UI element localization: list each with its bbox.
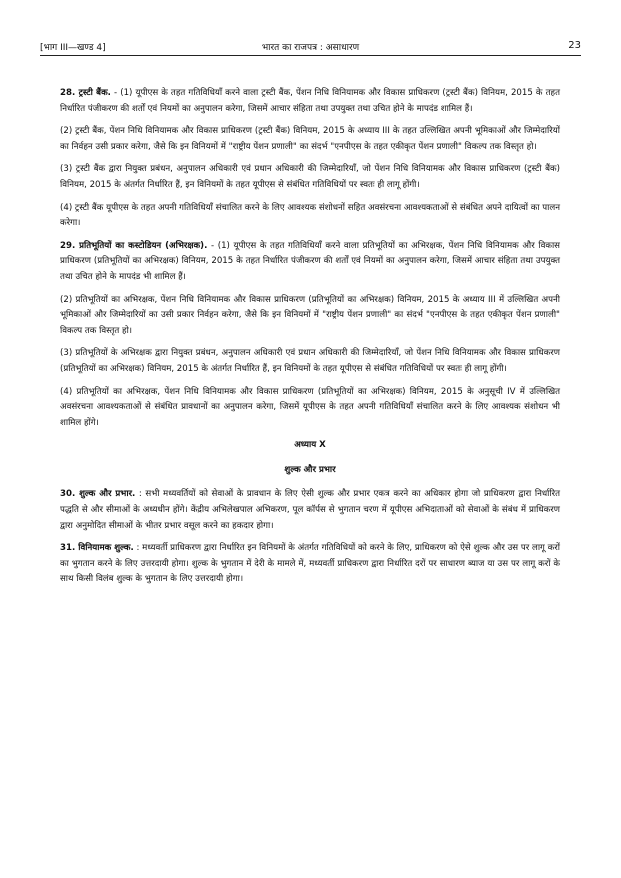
section-28-para-1: 28. ट्रस्टी बैंक. - (1) यूपीएस के तहत गतिविधियाँ करने वाला ट्रस्टी बैंक, पेंशन निधि विनियामक और विकास प्राधिकरण (ट्रस्टी बैंक) विनियम, 2015 के तहत निर्धारित पंजीकरण की शर्तों एवं नियमों का अनुपालन करेगा, जिसमें आचार संहिता तथा उपयुक्त तथा उचित होने के मापदंड शामिल हैं। xyxy=(60,88,560,114)
document-body xyxy=(60,86,560,595)
header-rule xyxy=(40,55,581,56)
section-28-para-2: (2) ट्रस्टी बैंक, पेंशन निधि विनियामक और विकास प्राधिकरण (ट्रस्टी बैंक) विनियम, 2015 के अध्याय III के तहत उल्लिखित अपनी भूमिकाओं और जिम्मेदारियों का निर्वहन उसी प्रकार करेगा, जैसे कि इन विनियमों में "राष्ट्रीय पेंशन प्रणाली" का संदर्भ "एनपीएस के तहत एकीकृत पेंशन प्रणाली" विकल्प तक विस्तृत हो। xyxy=(60,126,560,152)
section-30-para: 30. शुल्क और प्रभार. : सभी मध्यवर्तियों को सेवाओं के प्रावधान के लिए ऐसी शुल्क और प्रभार एकत्र करने का अधिकार होगा जो प्राधिकरण द्वारा निर्धारित पद्धति से और सीमाओं के अध्यधीन होंगे। केंद्रीय अभिलेखपाल अभिकरण, पूल कॉर्पस से भुगतान चरण में यूपीएस अभिदाताओं को सेवाओं के संबंध में प्राधिकरण द्वारा अनुमोदित सीमाओं के भीतर प्रभार वसूल करने का हकदार होगा। xyxy=(60,489,560,531)
section-31-title: 31. विनियामक शुल्क. xyxy=(60,543,134,554)
section-28-para-3: (3) ट्रस्टी बैंक द्वारा नियुक्त प्रबंधन, अनुपालन अधिकारी एवं प्रधान अधिकारी की जिम्मेदारियाँ, जो पेंशन निधि विनियामक और विकास प्राधिकरण (ट्रस्टी बैंक) विनियम, 2015 के अंतर्गत निर्धारित हैं, इन विनियमों के तहत यूपीएस से संबंधित गतिविधियों पर स्वतः ही लागू होंगी। xyxy=(60,164,560,190)
section-29-para-2: (2) प्रतिभूतियों का अभिरक्षक, पेंशन निधि विनियामक और विकास प्राधिकरण (प्रतिभूतियों का अभिरक्षक) विनियम, 2015 के अध्याय III में उल्लिखित अपनी भूमिकाओं और जिम्मेदारियों का उसी प्रकार निर्वहन करेगा, जैसे कि इन विनियमों में "राष्ट्रीय पेंशन प्रणाली" का संदर्भ "एनपीएस के तहत एकीकृत पेंशन प्रणाली" विकल्प तक विस्तृत हो। xyxy=(60,294,560,336)
section-28-title: 28. ट्रस्टी बैंक. xyxy=(60,88,111,98)
section-29-para-4: (4) प्रतिभूतियों का अभिरक्षक, पेंशन निधि विनियामक और विकास प्राधिकरण (प्रतिभूतियों का अभिरक्षक) विनियम, 2015 के अनुसूची IV में उल्लिखित अवसंरचना आवश्यकताओं से संबंधित प्रावधानों का अनुपालन करेगा, जिसमें यूपीएस के तहत अपनी गतिविधियाँ संचालित करने के लिए आवश्यक संशोधन भी शामिल होंगे। xyxy=(60,386,560,428)
page-number: 23 xyxy=(568,40,581,51)
section-28-para-4: (4) ट्रस्टी बैंक यूपीएस के तहत अपनी गतिविधियाँ संचालित करने के लिए आवश्यक संशोधनों सहित अवसंरचना आवश्यकताओं से संबंधित अपने दायित्वों का पालन करेगा। xyxy=(60,202,560,229)
gazette-part: [भाग III—खण्ड 4] xyxy=(40,43,106,53)
chapter-title: शुल्क और प्रभार xyxy=(284,464,336,475)
gazette-title: भारत का राजपत्र : असाधारण xyxy=(261,43,360,53)
chapter-number: अध्याय X xyxy=(294,440,326,451)
section-29-para-1: 29. प्रतिभूतियों का कस्टोडियन (अभिरक्षक). - (1) यूपीएस के तहत गतिविधियाँ करने वाला प्रतिभूतियों का अभिरक्षक, पेंशन निधि विनियामक और विकास प्राधिकरण (प्रतिभूतियों का अभिरक्षक) विनियम, 2015 के तहत निर्धारित पंजीकरण की शर्तों एवं नियमों का अनुपालन करेगा, जिसमें आचार संहिता तथा उपयुक्त तथा उचित होने के मापदंड भी शामिल हैं। xyxy=(60,240,560,282)
section-31-para: 31. विनियामक शुल्क. : मध्यवर्ती प्राधिकरण द्वारा निर्धारित इन विनियमों के अंतर्गत गतिविधियों को करने के लिए, प्राधिकरण को ऐसे शुल्क और उस पर लागू करों का भुगतान करने के लिए उत्तरदायी होगा। शुल्क के भुगतान में देरी के मामले में, मध्यवर्ती प्राधिकरण द्वारा निर्धारित दरों पर साधारण ब्याज या उस पर लागू करों के साथ किसी विलंब शुल्क के भुगतान के लिए उत्तरदायी होगा। xyxy=(60,543,560,585)
page-header xyxy=(40,40,581,54)
section-29-para-3: (3) प्रतिभूतियों के अभिरक्षक द्वारा नियुक्त प्रबंधन, अनुपालन अधिकारी एवं प्रधान अधिकारी की जिम्मेदारियाँ, जो पेंशन निधि विनियामक और विकास प्राधिकरण (प्रतिभूतियों का अभिरक्षक) विनियम, 2015 के अंतर्गत निर्धारित हैं, इन विनियमों के तहत यूपीएस से संबंधित गतिविधियों पर स्वतः ही लागू होंगी। xyxy=(60,348,560,374)
section-30-title: 30. शुल्क और प्रभार. xyxy=(60,489,136,500)
section-29-title: 29. प्रतिभूतियों का कस्टोडियन (अभिरक्षक). xyxy=(60,240,208,251)
